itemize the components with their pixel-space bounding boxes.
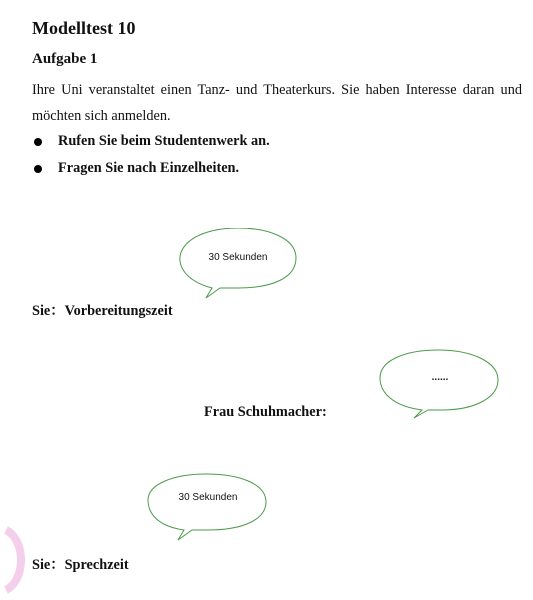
speech-bubble-icon	[378, 348, 502, 420]
bubble-text: 30 Sekunden	[178, 492, 238, 503]
speech-bubble-icon	[146, 472, 270, 544]
bubble-text: ......	[431, 372, 449, 383]
bullet-item	[32, 133, 270, 150]
task-heading: Aufgabe 1	[32, 51, 98, 67]
watermark-icon	[0, 520, 36, 600]
speech-bubble	[146, 472, 270, 544]
bullet-icon	[34, 165, 42, 173]
speech-bubble	[176, 228, 300, 300]
bubble-text: 30 Sekunden	[208, 252, 268, 263]
task-description: Ihre Uni veranstaltet einen Tanz- und Theaterkurs. Sie haben Interesse daran und möchten sich anmelden.	[32, 82, 522, 124]
bullet-text: Rufen Sie beim Studentenwerk an.	[58, 133, 270, 149]
bullet-item	[32, 160, 239, 177]
speech-bubble-icon	[176, 228, 300, 300]
page-title: Modelltest 10	[32, 18, 136, 38]
sie-speaking-label: Sie：Sprechzeit	[32, 557, 129, 573]
speech-bubble	[378, 348, 502, 420]
bullet-text: Fragen Sie nach Einzelheiten.	[58, 160, 240, 176]
sie-preparation-label: Sie：Vorbereitungszeit	[32, 303, 173, 319]
frau-schuhmacher-label: Frau Schuhmacher:	[204, 404, 327, 420]
bullet-icon	[34, 138, 42, 146]
